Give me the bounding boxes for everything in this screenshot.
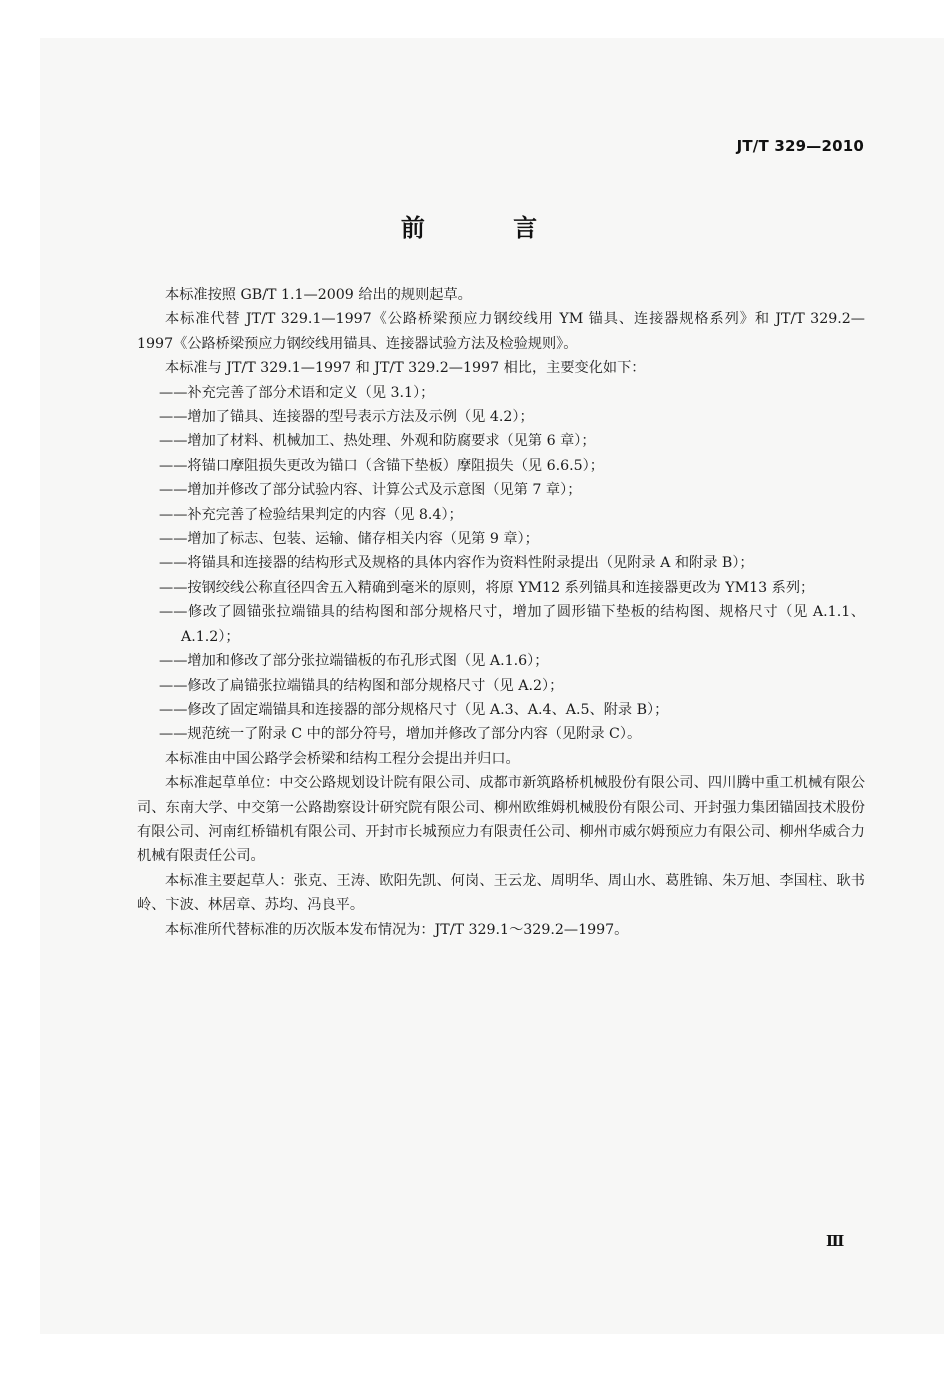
change-item: ——增加了材料、机械加工、热处理、外观和防腐要求（见第 6 章）； (159, 433, 596, 450)
change-item: ——规范统一了附录 C 中的部分符号，增加并修改了部分内容（见附录 C）。 (159, 726, 642, 743)
change-item: ——补充完善了检验结果判定的内容（见 8.4）； (159, 506, 463, 523)
paragraph: 本标准起草单位：中交公路规划设计院有限公司、成都市新筑路桥机械股份有限公司、四川腾中重工机械有限公司、东南大学、中交第一公路勘察设计研究院有限公司、柳州欧维姆机械股份有限公司、开封强力集团锚固技术股份有限公司、河南红桥锚机有限公司、开封市长城预应力有限责任公司、柳州市威尔姆预应力有限公司、柳州华威合力机械有限责任公司。 (137, 775, 865, 865)
paragraph: 本标准主要起草人：张克、王涛、欧阳先凯、何岗、王云龙、周明华、周山水、葛胜锦、朱万旭、李国柱、耿书岭、卞波、林居章、苏均、冯良平。 (137, 872, 865, 914)
change-item: ——按钢绞线公称直径四舍五入精确到毫米的原则，将原 YM12 系列锚具和连接器更改为 YM13 系列； (159, 579, 815, 596)
paragraph: 本标准按照 GB/T 1.1—2009 给出的规则起草。 (165, 287, 472, 303)
document-code: JT/T 329—2010 (736, 137, 864, 155)
page-number: Ⅲ (826, 1232, 845, 1250)
change-item: ——增加了标志、包装、运输、储存相关内容（见第 9 章）； (159, 531, 539, 548)
page-title: 前 言 (400, 214, 578, 242)
change-item: ——补充完善了部分术语和定义（见 3.1）； (159, 384, 435, 401)
change-item: ——增加了锚具、连接器的型号表示方法及示例（见 4.2）； (159, 409, 534, 426)
change-item: ——将锚口摩阻损失更改为锚口（含锚下垫板）摩阻损失（见 6.6.5）； (159, 457, 604, 474)
paragraph: 本标准所代替标准的历次版本发布情况为：JT/T 329.1～329.2—1997。 (165, 921, 629, 938)
change-item: ——增加和修改了部分张拉端锚板的布孔形式图（见 A.1.6）； (159, 653, 549, 670)
paragraph: 本标准与 JT/T 329.1—1997 和 JT/T 329.2—1997 相比，主要变化如下： (165, 360, 646, 377)
paragraph: 本标准由中国公路学会桥梁和结构工程分会提出并归口。 (165, 750, 520, 767)
change-item: ——修改了扁锚张拉端锚具的结构图和部分规格尺寸（见 A.2）； (159, 677, 564, 694)
document-body (137, 283, 865, 942)
change-item: ——修改了固定端锚具和连接器的部分规格尺寸（见 A.3、A.4、A.5、附录 B）； (159, 701, 669, 718)
change-item: ——增加并修改了部分试验内容、计算公式及示意图（见第 7 章）； (159, 482, 582, 499)
change-item: ——修改了圆锚张拉端锚具的结构图和部分规格尺寸，增加了圆形锚下垫板的结构图、规格尺寸（见 A.1.1、A.1.2）； (159, 604, 865, 645)
paragraph: 本标准代替 JT/T 329.1—1997《公路桥梁预应力钢绞线用 YM 锚具、连接器规格系列》和 JT/T 329.2—1997《公路桥梁预应力钢绞线用锚具、连接器试验方法及检验规则》。 (137, 311, 865, 352)
change-item: ——将锚具和连接器的结构形式及规格的具体内容作为资料性附录提出（见附录 A 和附录 B）； (159, 555, 754, 572)
